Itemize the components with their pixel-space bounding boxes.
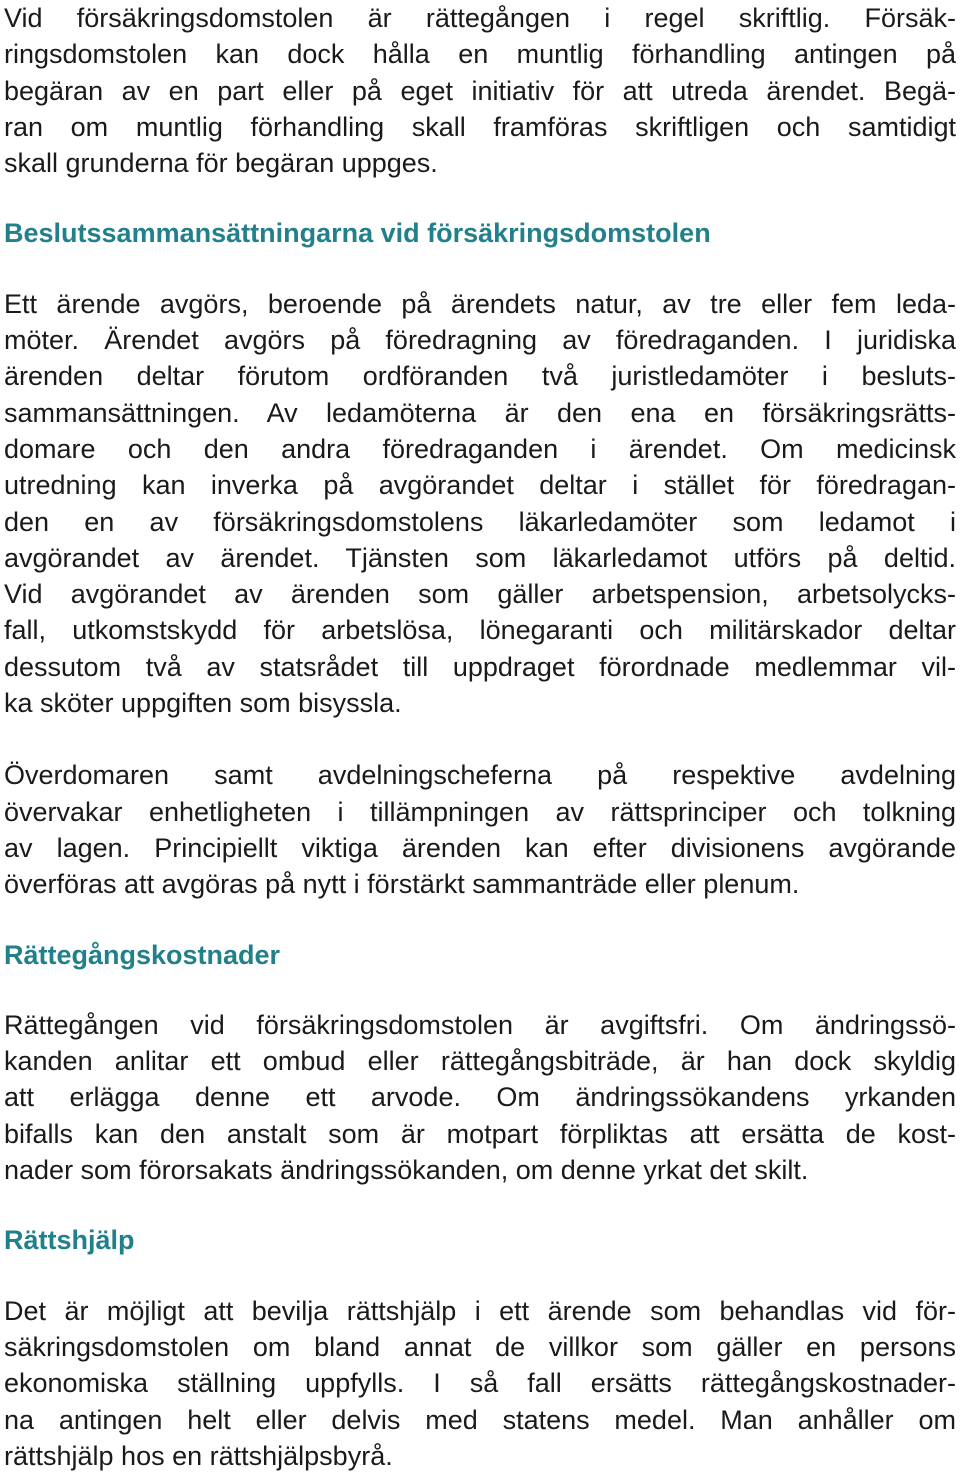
document-page — [4, 0, 956, 1474]
text-line: säkringsdomstolen om bland annat de villkor som gäller en persons — [4, 1331, 956, 1362]
text-line: avgörandet av ärendet. Tjänsten som läkarledamot utförs på deltid. — [4, 542, 956, 573]
text-line: fall, utkomstskydd för arbetslösa, lönegaranti och militärskador deltar — [4, 615, 956, 646]
text-line: ärenden deltar förutom ordföranden två juristledamöter i besluts- — [4, 361, 956, 392]
paragraph-composition — [4, 286, 956, 722]
section-heading-costs: Rättegångskostnader — [4, 939, 281, 970]
text-line: ringsdomstolen kan dock hålla en muntlig förhandling antingen på — [4, 39, 956, 70]
section-heading-legal-aid: Rättshjälp — [4, 1225, 135, 1256]
paragraph-costs — [4, 1007, 956, 1188]
text-line: övervakar enhetligheten i tillämpningen av rättsprinciper och tolkning — [4, 796, 956, 827]
text-line: domare och den andra föredraganden i ärendet. Om medicinsk — [4, 433, 956, 464]
text-line: Ett ärende avgörs, beroende på ärendets natur, av tre eller fem leda- — [4, 288, 956, 319]
text-line: dessutom två av statsrådet till uppdraget förordnade medlemmar vil- — [4, 651, 956, 682]
text-line: den en av försäkringsdomstolens läkarledamöter som ledamot i — [4, 506, 956, 537]
text-line: skall grunderna för begäran uppges. — [4, 148, 438, 179]
text-line: Rättegången vid försäkringsdomstolen är avgiftsfri. Om ändringssö- — [4, 1009, 956, 1040]
text-line: ran om muntlig förhandling skall framföras skriftligen och samtidigt — [4, 111, 956, 142]
section-heading-composition: Beslutssammansättningarna vid försäkringsdomstolen — [4, 218, 711, 249]
text-line: na antingen helt eller delvis med statens medel. Man anhåller om — [4, 1404, 956, 1435]
text-line: överföras att avgöras på nytt i förstärkt sammanträde eller plenum. — [4, 869, 800, 900]
paragraph-oral-hearing — [4, 0, 956, 181]
text-line: sammansättningen. Av ledamöterna är den ena en försäkringsrätts- — [4, 397, 956, 428]
text-line: kanden anlitar ett ombud eller rättegångsbiträde, är han dock skyldig — [4, 1046, 956, 1077]
text-line: av lagen. Principiellt viktiga ärenden kan efter divisionens avgörande — [4, 832, 956, 863]
text-line: bifalls kan den anstalt som är motpart förpliktas att ersätta de kost- — [4, 1118, 956, 1149]
text-line: Vid försäkringsdomstolen är rättegången i regel skriftlig. Försäk- — [4, 3, 956, 33]
text-line: ekonomiska ställning uppfylls. I så fall ersätts rättegångskostnader- — [4, 1368, 956, 1399]
text-line: Överdomaren samt avdelningscheferna på respektive avdelning — [4, 760, 956, 791]
text-line: begäran av en part eller på eget initiativ för att utreda ärendet. Begä- — [4, 75, 956, 106]
text-line: att erlägga denne ett arvode. Om ändringssökandens yrkanden — [4, 1082, 956, 1113]
text-line: nader som förorsakats ändringssökanden, om denne yrkat det skilt. — [4, 1155, 809, 1186]
text-line: ka sköter uppgiften som bisyssla. — [4, 688, 402, 719]
text-line: rättshjälp hos en rättshjälpsbyrå. — [4, 1440, 393, 1471]
paragraph-supervision — [4, 757, 956, 902]
paragraph-legal-aid — [4, 1293, 956, 1474]
text-line: Vid avgörandet av ärenden som gäller arbetspension, arbetsolycks- — [4, 579, 956, 610]
text-line: Det är möjligt att bevilja rättshjälp i ett ärende som behandlas vid för- — [4, 1295, 956, 1326]
text-line: utredning kan inverka på avgörandet deltar i stället för föredragan- — [4, 470, 956, 501]
text-line: möter. Ärendet avgörs på föredragning av föredraganden. I juridiska — [4, 325, 956, 356]
